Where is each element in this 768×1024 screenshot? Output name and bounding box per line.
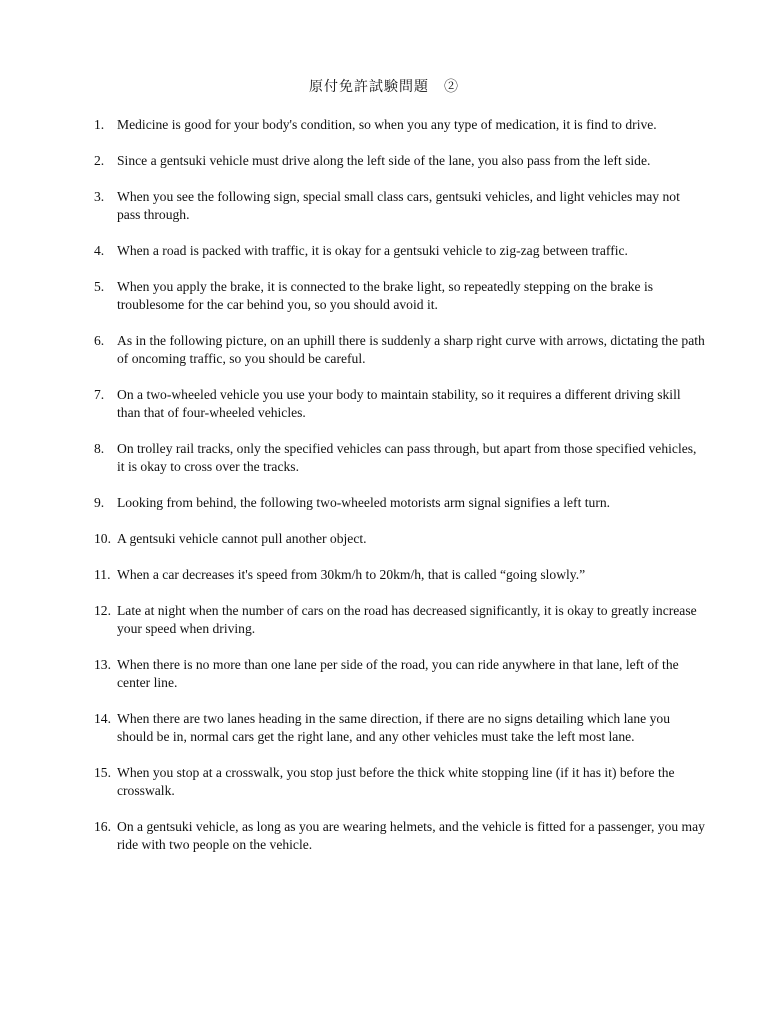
- question-item: [94, 656, 706, 692]
- question-list: [94, 116, 706, 872]
- question-number: 12.: [94, 603, 111, 618]
- question-item: [94, 764, 706, 800]
- question-number: 16.: [94, 819, 111, 834]
- question-number: 7.: [94, 387, 105, 402]
- question-text: On a two-wheeled vehicle you use your body to maintain stability, so it requires a different driving skill than that of four-wheeled vehicles.: [117, 387, 681, 420]
- question-text: Late at night when the number of cars on the road has decreased significantly, it is okay to greatly increase your speed when driving.: [117, 603, 697, 636]
- question-number: 6.: [94, 333, 105, 348]
- question-text: As in the following picture, on an uphill there is suddenly a sharp right curve with arrows, dictating the path of oncoming traffic, so you should be careful.: [117, 333, 705, 366]
- question-item: [94, 386, 706, 422]
- question-text: On a gentsuki vehicle, as long as you are wearing helmets, and the vehicle is fitted for a passenger, you may ride with two people on the vehicle.: [117, 819, 705, 852]
- question-number: 1.: [94, 117, 105, 132]
- page-title: 原付免許試験問題 ②: [309, 80, 459, 95]
- question-text: When a road is packed with traffic, it is okay for a gentsuki vehicle to zig-zag between traffic.: [117, 243, 628, 258]
- question-text: Medicine is good for your body's condition, so when you any type of medication, it is find to drive.: [117, 117, 657, 132]
- question-text: When there is no more than one lane per side of the road, you can ride anywhere in that lane, left of the center line.: [117, 657, 679, 690]
- question-text: When there are two lanes heading in the same direction, if there are no signs detailing which lane you should be in, normal cars get the right lane, and any other vehicles must take the left most lane.: [117, 711, 670, 744]
- question-item: [94, 602, 706, 638]
- question-number: 13.: [94, 657, 111, 672]
- question-item: [94, 116, 706, 134]
- question-item: [94, 566, 706, 584]
- question-number: 8.: [94, 441, 105, 456]
- question-item: [94, 152, 706, 170]
- question-number: 15.: [94, 765, 111, 780]
- question-text: A gentsuki vehicle cannot pull another object.: [117, 531, 367, 546]
- question-number: 14.: [94, 711, 111, 726]
- question-number: 11.: [94, 567, 111, 582]
- question-number: 3.: [94, 189, 105, 204]
- question-item: [94, 494, 706, 512]
- question-number: 9.: [94, 495, 105, 510]
- question-text: Since a gentsuki vehicle must drive along the left side of the lane, you also pass from the left side.: [117, 153, 651, 168]
- question-text: When you see the following sign, special small class cars, gentsuki vehicles, and light vehicles may not pass through.: [117, 189, 680, 222]
- question-item: [94, 188, 706, 224]
- question-item: [94, 818, 706, 854]
- question-item: [94, 710, 706, 746]
- question-number: 2.: [94, 153, 105, 168]
- question-text: Looking from behind, the following two-wheeled motorists arm signal signifies a left turn.: [117, 495, 611, 510]
- question-item: [94, 332, 706, 368]
- question-item: [94, 440, 706, 476]
- question-number: 5.: [94, 279, 105, 294]
- question-text: When you apply the brake, it is connected to the brake light, so repeatedly stepping on the brake is troublesome for the car behind you, so you should avoid it.: [117, 279, 654, 312]
- question-number: 10.: [94, 531, 111, 546]
- question-text: On trolley rail tracks, only the specified vehicles can pass through, but apart from those specified vehicles, it is okay to cross over the tracks.: [117, 441, 697, 474]
- question-item: [94, 242, 706, 260]
- question-text: When you stop at a crosswalk, you stop just before the thick white stopping line (if it has it) before the crosswalk.: [117, 765, 675, 798]
- question-text: When a car decreases it's speed from 30km/h to 20km/h, that is called “going slowly.”: [117, 567, 586, 582]
- question-item: [94, 278, 706, 314]
- question-item: [94, 530, 706, 548]
- question-number: 4.: [94, 243, 105, 258]
